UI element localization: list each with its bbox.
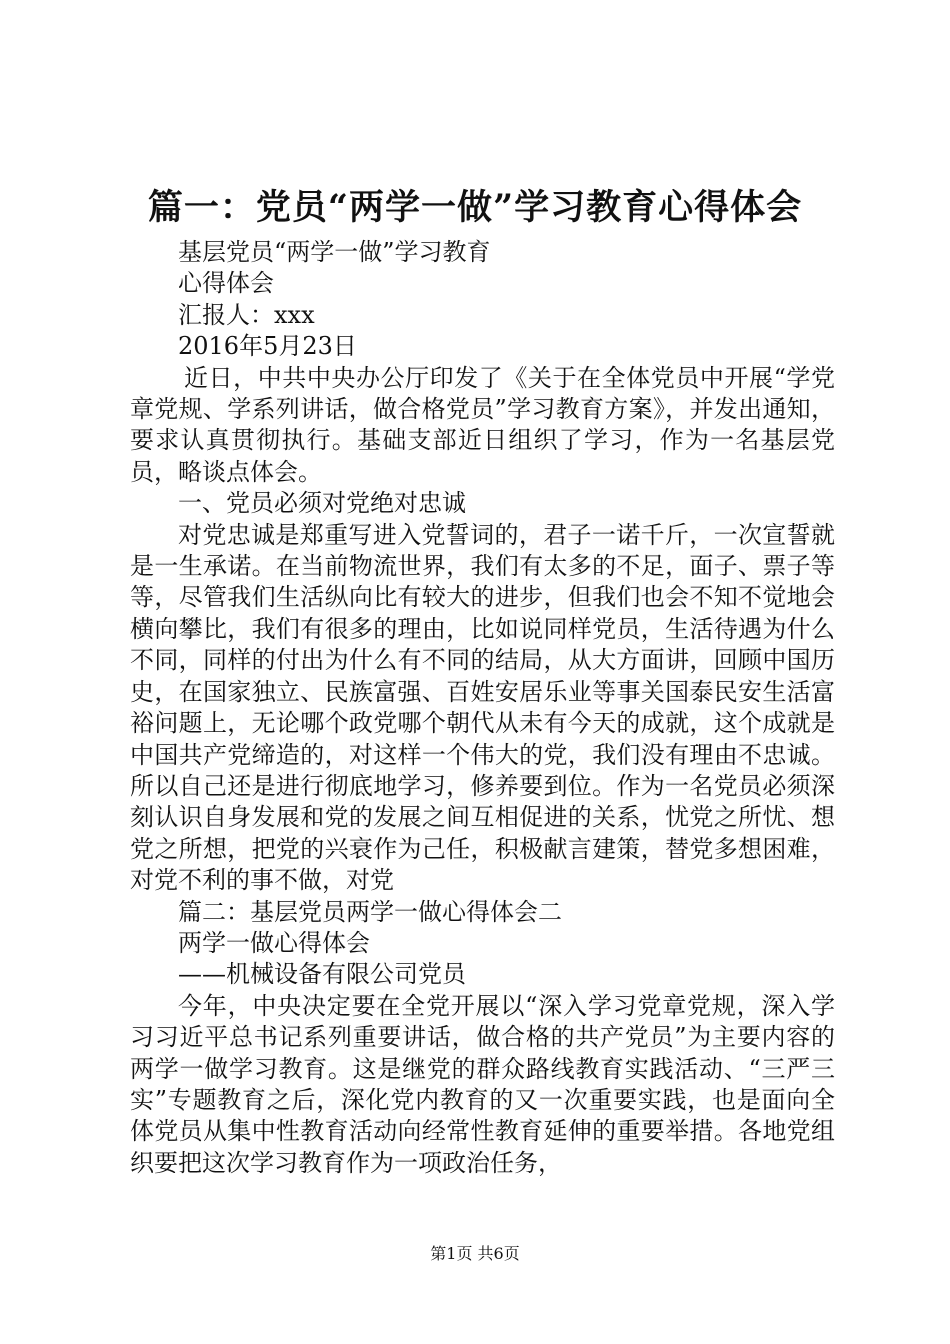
page-number: 第1页 共6页 — [430, 1244, 520, 1263]
subtitle-line: 心得体会 — [178, 269, 274, 298]
subtitle-line: 基层党员“两学一做”学习教育 — [178, 238, 491, 266]
subtitle-line: 两学一做心得体会 — [178, 928, 370, 957]
body-paragraph: 今年，中央决定要在全党开展以“深入学习党章党规，深入学习习近平总书记系列重要讲话，做合格的共产党员”为主要内容的两学一做学习教育。这是继党的群众路线教育实践活动、“三严三实”专题教育之后，深化党内教育的又一次重要实践，也是面向全体党员从集中性教育活动向经常性教育延伸的重要举措。各地党组织要把这次学习教育作为一项政治任务， — [130, 991, 835, 1177]
section-heading: 篇二：基层党员两学一做心得体会二 — [178, 897, 562, 926]
document-body — [130, 237, 835, 1179]
body-paragraph: 近日，中共中央办公厅印发了《关于在全体党员中开展“学党章党规、学系列讲话，做合格党员”学习教育方案》，并发出通知，要求认真贯彻执行。基础支部近日组织了学习，作为一名基层党员，略谈点体会。 — [130, 363, 835, 486]
author-line: ——机械设备有限公司党员 — [178, 960, 466, 989]
date-line: 2016年5月23日 — [178, 332, 357, 361]
body-paragraph: 对党忠诚是郑重写进入党誓词的，君子一诺千斤，一次宣誓就是一生承诺。在当前物流世界，我们有太多的不足，面子、票子等等，尽管我们生活纵向比有较大的进步，但我们也会不知不觉地会横向攀比，我们有很多的理由，比如说同样党员，生活待遇为什么不同，同样的付出为什么有不同的结局，从大方面讲，回顾中国历史，在国家独立、民族富强、百姓安居乐业等事关国泰民安生活富裕问题上，无论哪个政党哪个朝代从未有今天的成就，这个成就是中国共产党缔造的，对这样一个伟大的党，我们没有理由不忠诚。所以自己还是进行彻底地学习，修养要到位。作为一名党员必须深刻认识自身发展和党的发展之间互相促进的关系，忧党之所忧、想党之所想，把党的兴衰作为己任，积极献言建策，替党多想困难，对党不利的事不做，对党 — [130, 520, 835, 895]
reporter-line: 汇报人：xxx — [178, 300, 315, 329]
section-heading: 一、党员必须对党绝对忠诚 — [178, 489, 466, 518]
document-title: 篇一：党员“两学一做”学习教育心得体会 — [147, 187, 803, 228]
